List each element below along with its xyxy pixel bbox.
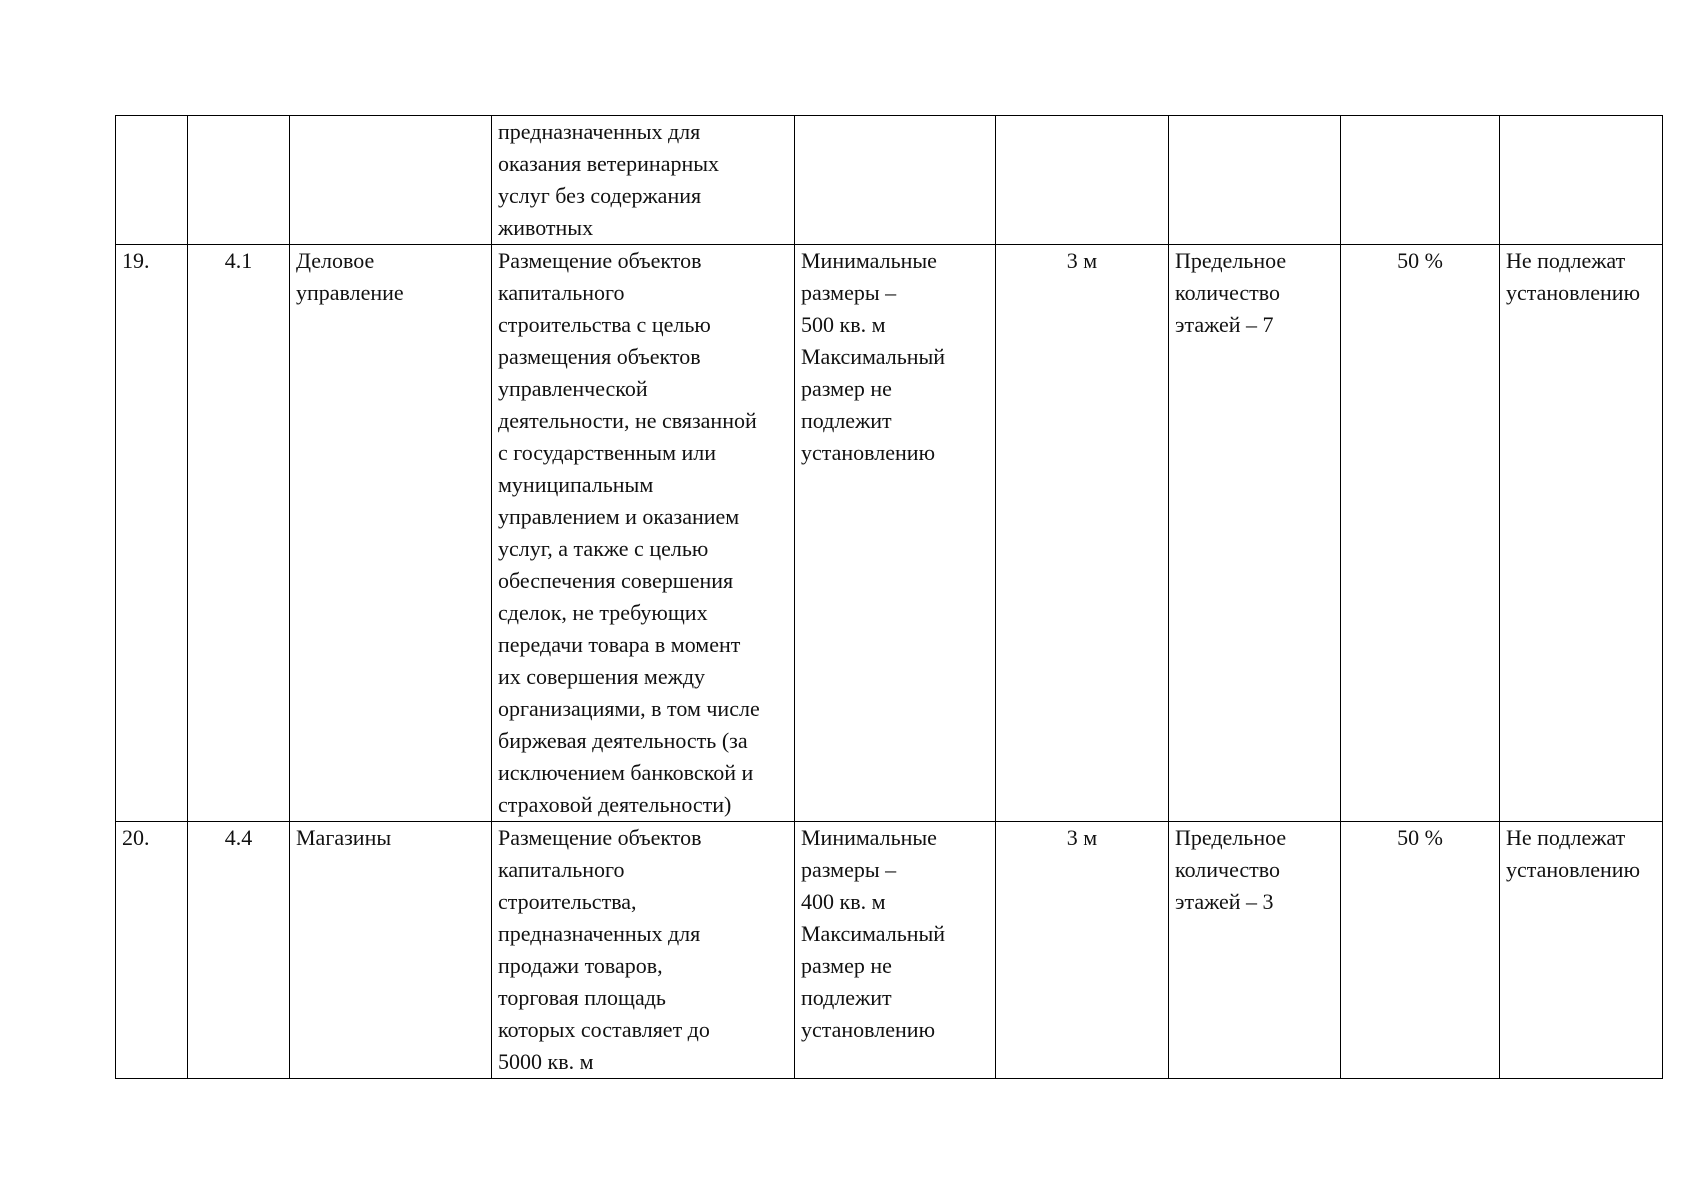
plot-size-cell (795, 245, 996, 822)
floors-cell (1169, 245, 1341, 822)
cell-text-line: установлению (1506, 857, 1641, 882)
other-limits-cell (1500, 245, 1663, 822)
cell-text-line: Деловое (296, 248, 375, 273)
coverage-cell (1341, 245, 1500, 822)
cell-text-line: управленческой (498, 376, 648, 401)
use-name-cell (290, 822, 492, 1079)
cell-text-line: управлением и оказанием (498, 504, 740, 529)
cell-text-line: подлежит (801, 985, 892, 1010)
table-row (116, 116, 1663, 245)
cell-text-line: их совершения между (498, 664, 706, 689)
cell-text-line: с государственным или (498, 440, 717, 465)
cell-text-line: количество (1175, 857, 1281, 882)
use-name-cell (290, 116, 492, 245)
cell-text-line: которых составляет до (498, 1017, 710, 1042)
cell-text-line: предназначенных для (498, 921, 701, 946)
cell-text-line: размещения объектов (498, 344, 701, 369)
cell-text-line: биржевая деятельность (за (498, 728, 748, 753)
plot-size-cell (795, 116, 996, 245)
cell-text: 3 м (1066, 825, 1098, 850)
cell-text-line: Предельное (1175, 248, 1287, 273)
use-description-cell (492, 822, 795, 1079)
cell-text-line: обеспечения совершения (498, 568, 734, 593)
row-number-cell (116, 116, 188, 245)
cell-text-line: Размещение объектов (498, 825, 702, 850)
cell-text-line: 400 кв. м (801, 889, 886, 914)
use-description-cell (492, 116, 795, 245)
cell-text-line: Размещение объектов (498, 248, 702, 273)
cell-text-line: продажи товаров, (498, 953, 663, 978)
floors-cell (1169, 116, 1341, 245)
use-code-cell (188, 245, 290, 822)
cell-text-line: капитального (498, 857, 625, 882)
use-description-cell (492, 245, 795, 822)
setback-cell (996, 822, 1169, 1079)
table-row (116, 245, 1663, 822)
cell-text-line: торговая площадь (498, 985, 666, 1010)
cell-text-line: подлежит (801, 408, 892, 433)
cell-text: 4.1 (224, 248, 253, 273)
cell-text: 50 % (1397, 248, 1443, 273)
row-number-cell (116, 245, 188, 822)
cell-text-line: услуг без содержания (498, 183, 702, 208)
cell-text-line: строительства, (498, 889, 637, 914)
cell-text-line: оказания ветеринарных (498, 151, 720, 176)
coverage-cell (1341, 822, 1500, 1079)
setback-cell (996, 116, 1169, 245)
cell-text-line: животных (498, 215, 594, 240)
cell-text-line: управление (296, 280, 404, 305)
cell-text-line: Не подлежат (1506, 248, 1626, 273)
cell-text: 50 % (1397, 825, 1443, 850)
cell-text-line: размеры – (801, 857, 897, 882)
row-number-cell (116, 822, 188, 1079)
cell-text-line: 5000 кв. м (498, 1049, 594, 1074)
cell-text-line: организациями, в том числе (498, 696, 760, 721)
cell-text: 4.4 (224, 825, 253, 850)
use-name-cell (290, 245, 492, 822)
zoning-regulations-table (115, 115, 1663, 1079)
cell-text: 3 м (1066, 248, 1098, 273)
cell-text-line: установлению (801, 440, 936, 465)
cell-text-line: Минимальные (801, 825, 937, 850)
cell-text-line: страховой деятельности) (498, 792, 732, 817)
cell-text-line: исключением банковской и (498, 760, 754, 785)
use-code-cell (188, 116, 290, 245)
cell-text-line: муниципальным (498, 472, 654, 497)
cell-text-line: размер не (801, 376, 892, 401)
cell-text-line: передачи товара в момент (498, 632, 741, 657)
cell-text-line: деятельности, не связанной (498, 408, 757, 433)
cell-text-line: 500 кв. м (801, 312, 886, 337)
use-code-cell (188, 822, 290, 1079)
cell-text-line: Максимальный (801, 344, 946, 369)
table-row (116, 822, 1663, 1079)
table-body (116, 116, 1663, 1079)
cell-text-line: количество (1175, 280, 1281, 305)
cell-text-line: размеры – (801, 280, 897, 305)
cell-text-line: Минимальные (801, 248, 937, 273)
cell-text-line: установлению (801, 1017, 936, 1042)
plot-size-cell (795, 822, 996, 1079)
other-limits-cell (1500, 116, 1663, 245)
cell-text-line: установлению (1506, 280, 1641, 305)
other-limits-cell (1500, 822, 1663, 1079)
cell-text-line: Предельное (1175, 825, 1287, 850)
cell-text-line: капитального (498, 280, 625, 305)
cell-text-line: строительства с целью (498, 312, 711, 337)
cell-text: 20. (122, 825, 150, 850)
cell-text-line: Магазины (296, 825, 392, 850)
cell-text: 19. (122, 248, 150, 273)
cell-text-line: сделок, не требующих (498, 600, 708, 625)
floors-cell (1169, 822, 1341, 1079)
cell-text-line: размер не (801, 953, 892, 978)
cell-text-line: Не подлежат (1506, 825, 1626, 850)
setback-cell (996, 245, 1169, 822)
cell-text-line: предназначенных для (498, 119, 701, 144)
cell-text-line: этажей – 7 (1175, 312, 1274, 337)
cell-text-line: этажей – 3 (1175, 889, 1274, 914)
cell-text-line: Максимальный (801, 921, 946, 946)
coverage-cell (1341, 116, 1500, 245)
cell-text-line: услуг, а также с целью (498, 536, 709, 561)
